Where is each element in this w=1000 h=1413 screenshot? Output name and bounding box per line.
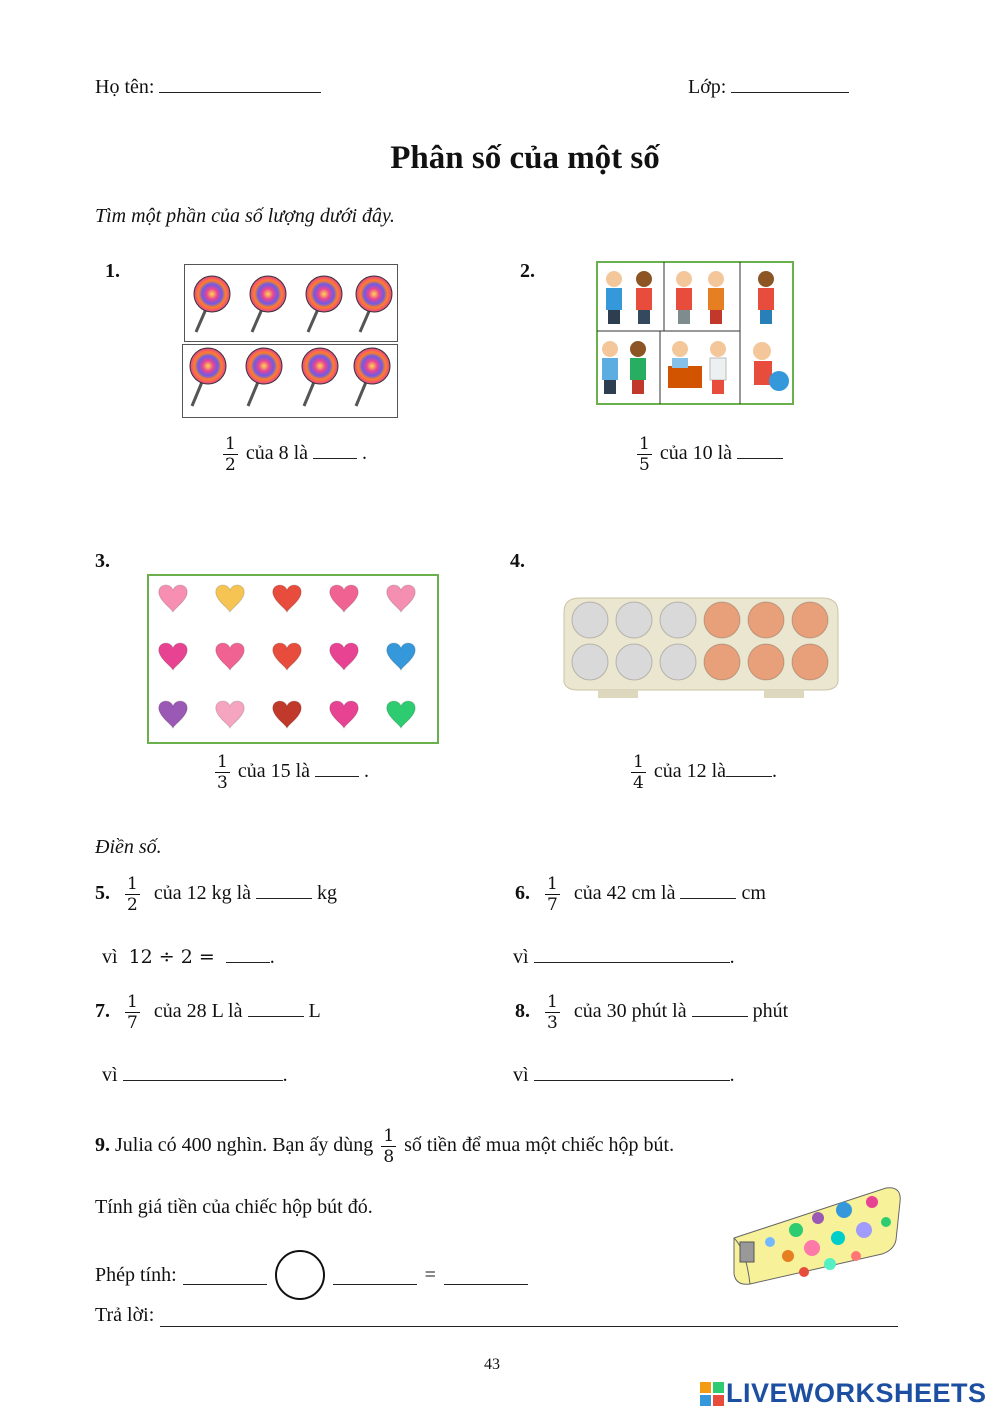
answer-blank[interactable] (726, 758, 772, 777)
name-blank[interactable] (159, 74, 321, 93)
problem-6-reason: vì . (513, 946, 735, 968)
lollipop-icon (302, 348, 338, 406)
answer-blank[interactable] (315, 758, 359, 777)
problem-8-reason: vì . (513, 1064, 735, 1086)
fraction: $\frac{1}{4}$ (633, 752, 644, 793)
problem-1-number: 1. (105, 260, 120, 282)
answer-blank[interactable] (160, 1308, 898, 1327)
problem-1-statement: $\frac{1}{2}$ của 8 là . (225, 434, 368, 475)
class-blank[interactable] (731, 74, 849, 93)
egg-icon (660, 644, 696, 680)
child-icon (602, 341, 618, 394)
fraction: $\frac{1}{7}$ (127, 992, 138, 1033)
fraction: $\frac{1}{3}$ (547, 992, 558, 1033)
problem-4-statement: $\frac{1}{4}$ của 12 là . (633, 752, 778, 793)
fraction: $\frac{1}{5}$ (639, 434, 650, 475)
problem-number: 6. (515, 882, 530, 905)
fraction: $\frac{1}{3}$ (217, 752, 228, 793)
section2-instruction: Điền số. (95, 836, 162, 858)
answer-row (95, 1304, 898, 1327)
egg-icon (660, 602, 696, 638)
lollipop-icon (190, 348, 226, 406)
section1-instruction: Tìm một phần của số lượng dưới đây. (95, 205, 395, 227)
operand-1-blank[interactable] (183, 1266, 267, 1285)
child-icon (606, 271, 622, 324)
lollipop-icon (194, 276, 230, 332)
egg-icon (572, 644, 608, 680)
egg-icon (792, 644, 828, 680)
operand-2-blank[interactable] (333, 1266, 417, 1285)
class-label: Lớp: (688, 76, 727, 98)
reason-blank[interactable] (534, 944, 730, 963)
calculation-row (95, 1250, 528, 1300)
child-icon (708, 271, 724, 324)
problem-5-reason: vì 12 ÷ 2 = . (102, 946, 275, 968)
answer-blank[interactable] (692, 998, 748, 1017)
calc-label: Phép tính: (95, 1263, 177, 1286)
fraction: $\frac{1}{8}$ (383, 1126, 395, 1167)
problem-4-number: 4. (510, 550, 525, 572)
answer-label: Trả lời: (95, 1304, 155, 1326)
problem-3-number: 3. (95, 550, 110, 572)
egg-icon (748, 602, 784, 638)
class-field (688, 74, 849, 99)
page-title: Phân số của một số (390, 140, 660, 176)
egg-icon (748, 644, 784, 680)
problem-9-statement: 9. Julia có 400 nghìn. Bạn ấy dùng $\frac{1}{8}$ số tiền để mua một chiếc hộp bút. (95, 1126, 675, 1167)
fraction: $\frac{1}{2}$ (225, 434, 236, 475)
hearts-illustration (147, 574, 439, 744)
egg-icon (704, 644, 740, 680)
children-illustration (596, 261, 794, 405)
problem-9-task: Tính giá tiền của chiếc hộp bút đó. (95, 1196, 373, 1218)
problem-5-statement: 5. $\frac{1}{2}$ của 12 kg là kg (95, 874, 338, 915)
egg-icon (616, 602, 652, 638)
problem-2-number: 2. (520, 260, 535, 282)
page-number: 43 (484, 1356, 500, 1373)
egg-icon (792, 602, 828, 638)
reason-blank[interactable] (123, 1062, 283, 1081)
child-icon (710, 341, 726, 394)
operator-circle[interactable] (275, 1250, 325, 1300)
egg-carton-illustration (558, 590, 844, 706)
equals-sign: = (424, 1263, 436, 1286)
lollipop-icon (306, 276, 342, 332)
child-icon (676, 271, 692, 324)
problem-number: 5. (95, 882, 110, 905)
problem-7-statement: 7. $\frac{1}{7}$ của 28 L là L (95, 992, 321, 1033)
egg-icon (616, 644, 652, 680)
problem-2-statement: $\frac{1}{5}$ của 10 là (634, 434, 783, 475)
problem-number: 9. (95, 1134, 110, 1157)
fraction: $\frac{1}{2}$ (127, 874, 138, 915)
lollipop-icon (250, 276, 286, 332)
result-blank[interactable] (444, 1266, 528, 1285)
fraction: $\frac{1}{7}$ (547, 874, 558, 915)
name-label: Họ tên: (95, 76, 155, 98)
problem-7-reason: vì . (102, 1064, 288, 1086)
answer-blank[interactable] (256, 880, 312, 899)
problem-8-statement: 8. $\frac{1}{3}$ của 30 phút là phút (515, 992, 789, 1033)
reason-blank[interactable] (534, 1062, 730, 1081)
answer-blank[interactable] (248, 998, 304, 1017)
watermark (700, 1378, 987, 1409)
child-icon (636, 271, 652, 324)
pencil-case-illustration (726, 1180, 906, 1290)
problem-3-statement: $\frac{1}{3}$ của 15 là . (217, 752, 370, 793)
reason-blank[interactable] (226, 944, 270, 963)
problem-number: 7. (95, 1000, 110, 1023)
lollipop-icon (356, 276, 392, 332)
egg-icon (704, 602, 740, 638)
liveworksheets-logo-icon (700, 1382, 724, 1406)
lollipop-icon (246, 348, 282, 406)
name-field (95, 74, 321, 99)
answer-blank[interactable] (313, 440, 357, 459)
child-icon (630, 341, 646, 394)
answer-blank[interactable] (680, 880, 736, 899)
lollipop-icon (354, 348, 390, 406)
lollipops-illustration (184, 264, 398, 416)
egg-icon (572, 602, 608, 638)
answer-blank[interactable] (737, 440, 783, 459)
watermark-text: LIVEWORKSHEETS (726, 1378, 987, 1408)
problem-number: 8. (515, 1000, 530, 1023)
child-icon (758, 271, 774, 324)
problem-6-statement: 6. $\frac{1}{7}$ của 42 cm là cm (515, 874, 766, 915)
